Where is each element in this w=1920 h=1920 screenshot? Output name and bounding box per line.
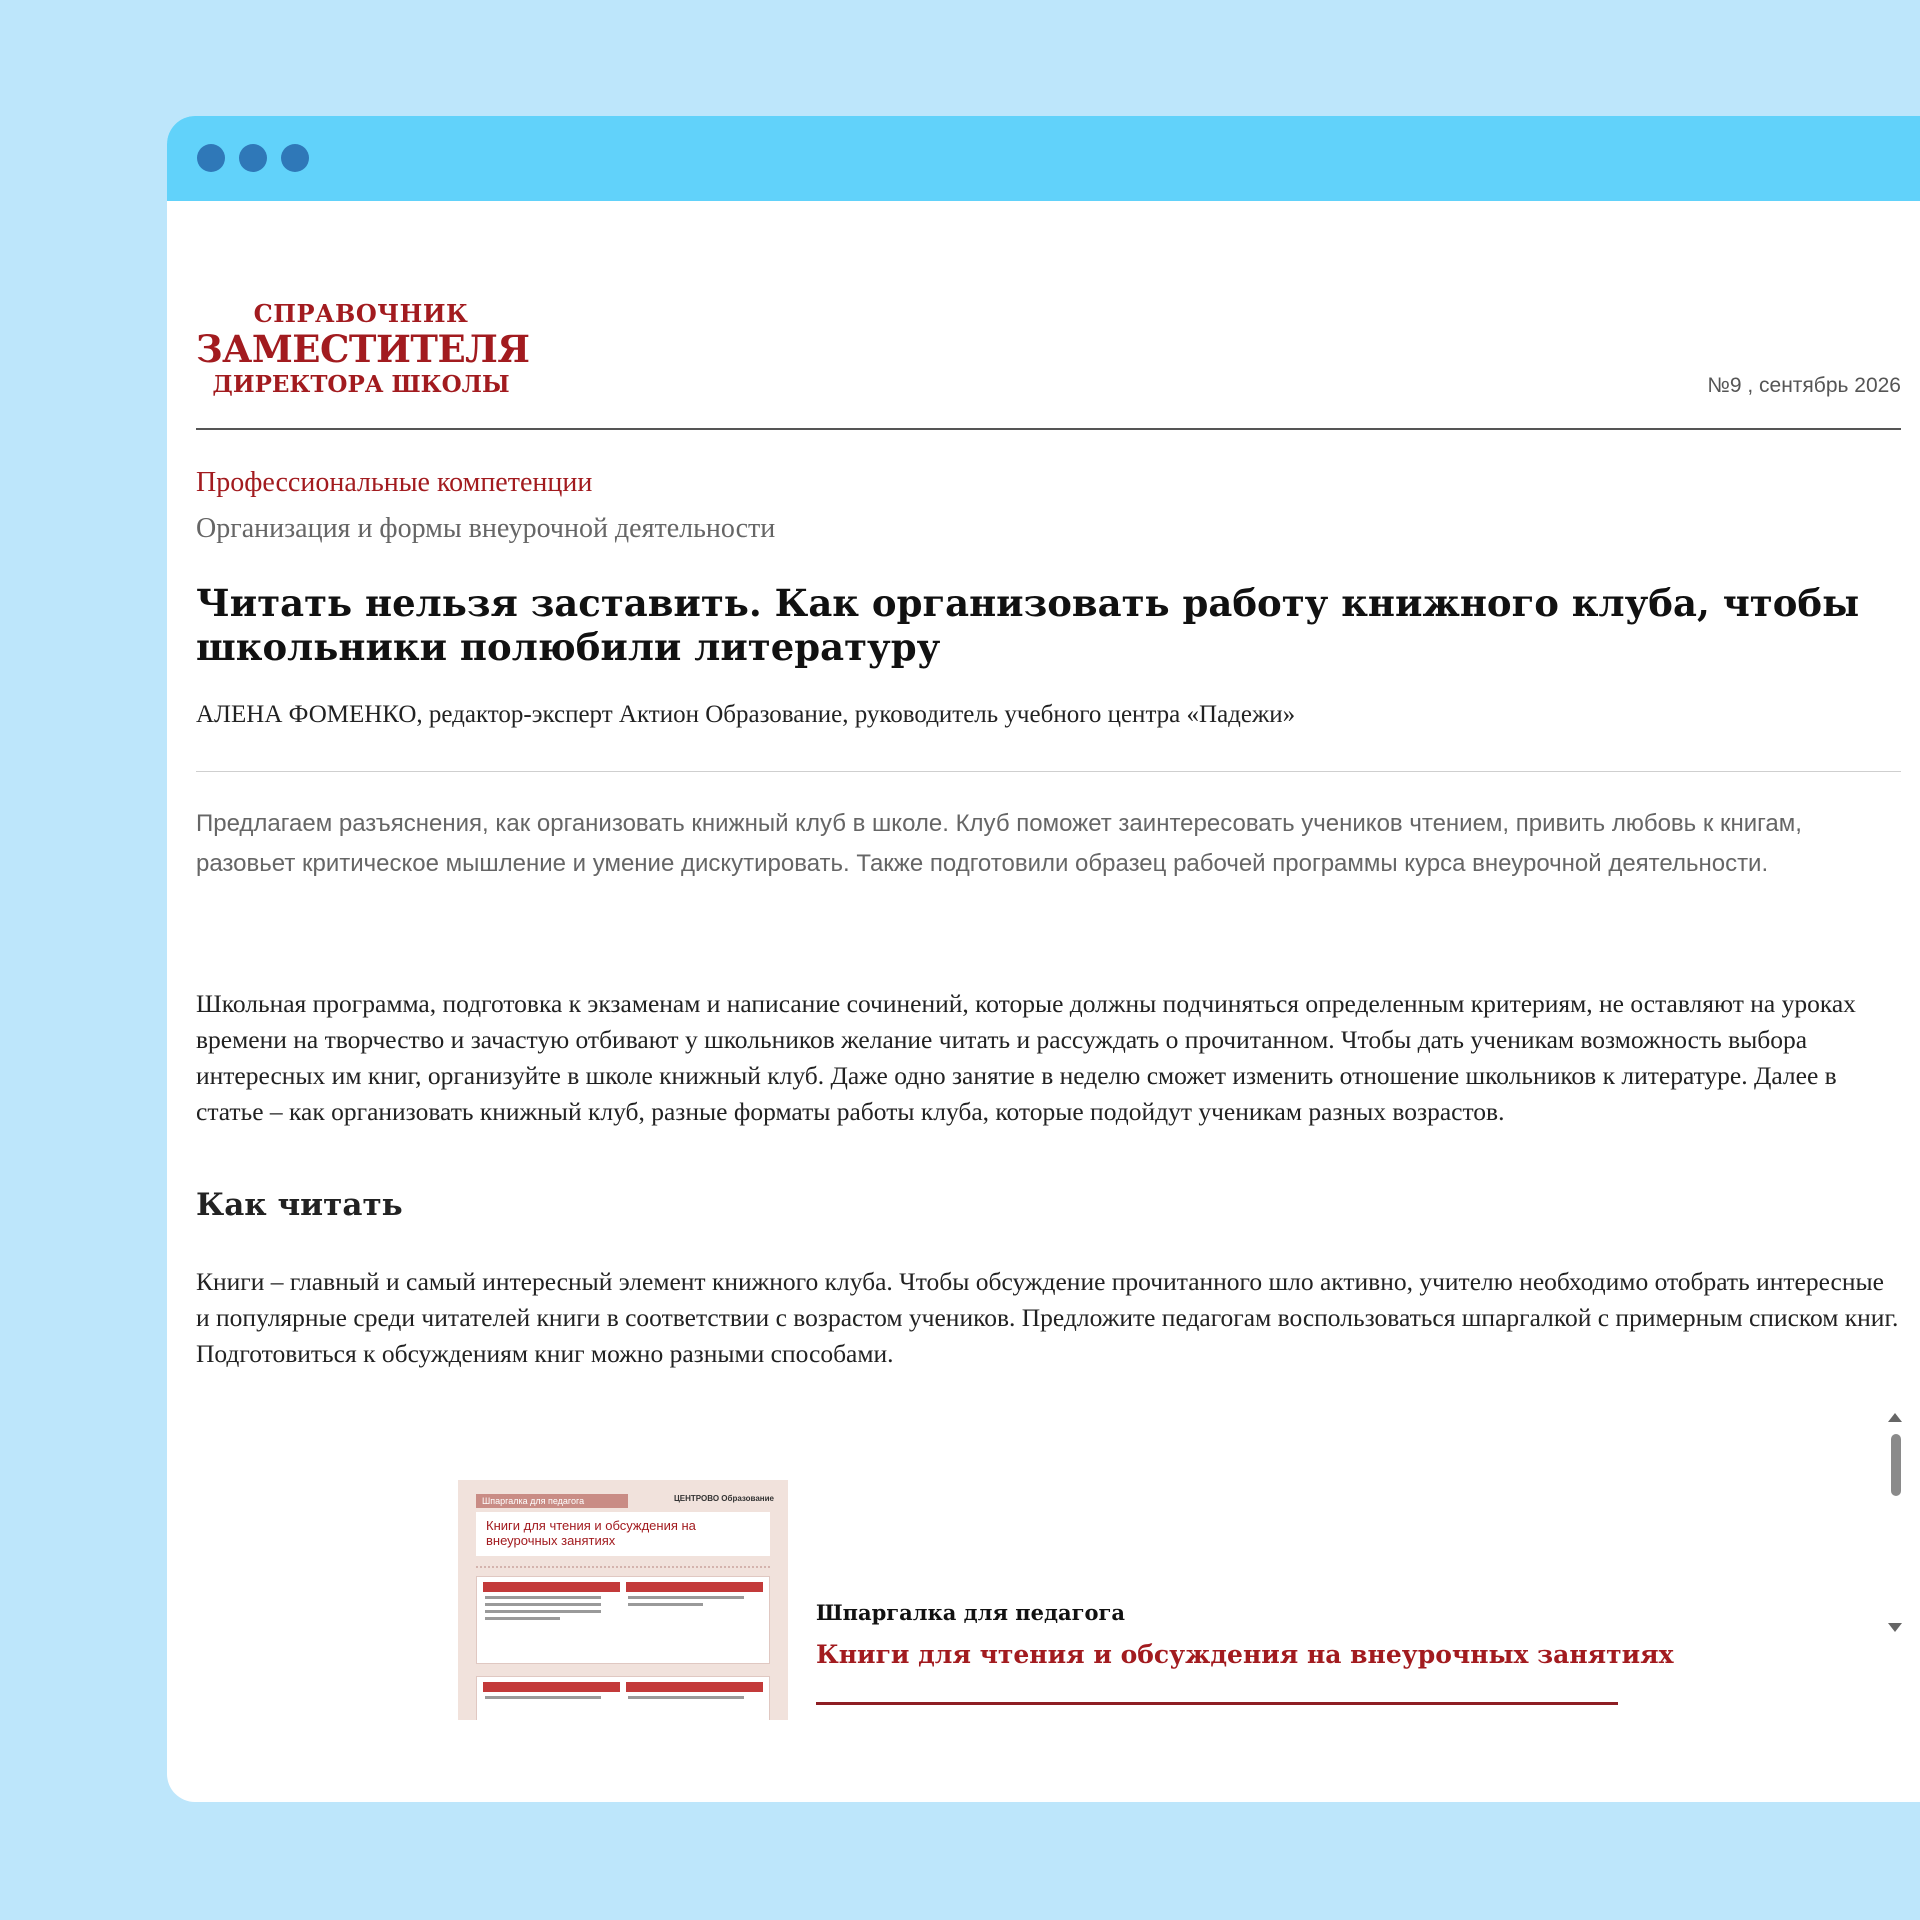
issue-info: №9 , сентябрь 2026: [1707, 374, 1901, 397]
cheatsheet-underline: [816, 1702, 1618, 1705]
scroll-up-arrow-icon[interactable]: [1888, 1413, 1902, 1422]
article-lead: Предлагаем разъяснения, как организовать книжный клуб в школе. Клуб поможет заинтересовать учеников чтением, привить любовь к книгам, разовьет критическое мышление и умение дискутировать. Также подготовили образец рабочей программы курса внеурочной деятельности.: [196, 810, 1802, 877]
section-heading: Как читать: [196, 1187, 403, 1223]
article-paragraph: Книги – главный и самый интересный элемент книжного клуба. Чтобы обсуждение прочитанного шло активно, учителю необходимо отобрать интересные и популярные среди читателей книги в соответствии с возрастом учеников. Предложите педагогам воспользоваться шпаргалкой с примерным списком книг. Подготовиться к обсуждениям книг можно разными способами.: [196, 1267, 1899, 1368]
thumbnail-list-block: [476, 1576, 770, 1664]
masthead: [196, 201, 1901, 430]
cheatsheet-title[interactable]: Книги для чтения и обсуждения на внеурочных занятиях: [816, 1640, 1674, 1669]
article-paragraph: Школьная программа, подготовка к экзаменам и написание сочинений, которые должны подчиняться определенным критериям, не оставляют на уроках времени на творчество и зачастую отбивают у школьников желание читать и рассуждать о прочитанном. Чтобы дать ученикам возможность выбора интересных им книг, организуйте в школе книжный клуб. Даже одно занятие в неделю сможет изменить отношение школьников к литературе. Далее в статье – как организовать книжный клуб, разные форматы работы клуба, которые подойдут ученикам разных возрастов.: [196, 989, 1856, 1126]
article-page: [196, 201, 1901, 1801]
thumbnail-line: [485, 1617, 560, 1620]
thumbnail-line: [485, 1603, 601, 1606]
scrollbar-thumb[interactable]: [1891, 1434, 1901, 1496]
thumbnail-column-header: [626, 1582, 763, 1592]
cheatsheet-label: Шпаргалка для педагога: [816, 1600, 1125, 1625]
logo-line: ДИРЕКТОРА ШКОЛЫ: [212, 371, 510, 398]
thumbnail-column-header: [483, 1682, 620, 1692]
window-dot[interactable]: [281, 144, 309, 172]
subrubric-link[interactable]: Организация и формы внеурочной деятельности: [196, 513, 776, 544]
divider: [196, 771, 1901, 772]
article-title: Читать нельзя заставить. Как организовать работу книжного клуба, чтобы школьники полюбили литературу: [196, 581, 1860, 669]
logo-line: ЗАМЕСТИТЕЛЯ: [196, 327, 530, 371]
cheatsheet-thumbnail[interactable]: [458, 1480, 788, 1720]
thumbnail-title: Книги для чтения и обсуждения на внеурочных занятиях: [476, 1512, 770, 1556]
thumbnail-line: [628, 1696, 744, 1699]
window-dot[interactable]: [239, 144, 267, 172]
cheatsheet-embed[interactable]: [196, 1480, 1901, 1720]
thumbnail-tag: Шпаргалка для педагога: [476, 1494, 628, 1508]
browser-window: [167, 116, 1920, 1802]
thumbnail-column-header: [483, 1582, 620, 1592]
logo-line: СПРАВОЧНИК: [253, 299, 469, 328]
thumbnail-divider: [476, 1566, 770, 1568]
thumbnail-line: [628, 1596, 744, 1599]
journal-logo[interactable]: [196, 299, 530, 398]
thumbnail-column-header: [626, 1682, 763, 1692]
thumbnail-line: [485, 1596, 601, 1599]
rubric-link[interactable]: Профессиональные компетенции: [196, 467, 593, 498]
thumbnail-line: [628, 1603, 703, 1606]
thumbnail-list-block: [476, 1676, 770, 1720]
window-titlebar: [167, 116, 1920, 201]
thumbnail-brand: ЦЕНТРОВО Образование: [673, 1494, 774, 1503]
window-dot[interactable]: [197, 144, 225, 172]
article-author: АЛЕНА ФОМЕНКО, редактор-эксперт Актион Образование, руководитель учебного центра «Падежи»: [196, 701, 1296, 728]
scroll-down-arrow-icon[interactable]: [1888, 1623, 1902, 1632]
thumbnail-line: [485, 1610, 601, 1613]
thumbnail-line: [485, 1696, 601, 1699]
